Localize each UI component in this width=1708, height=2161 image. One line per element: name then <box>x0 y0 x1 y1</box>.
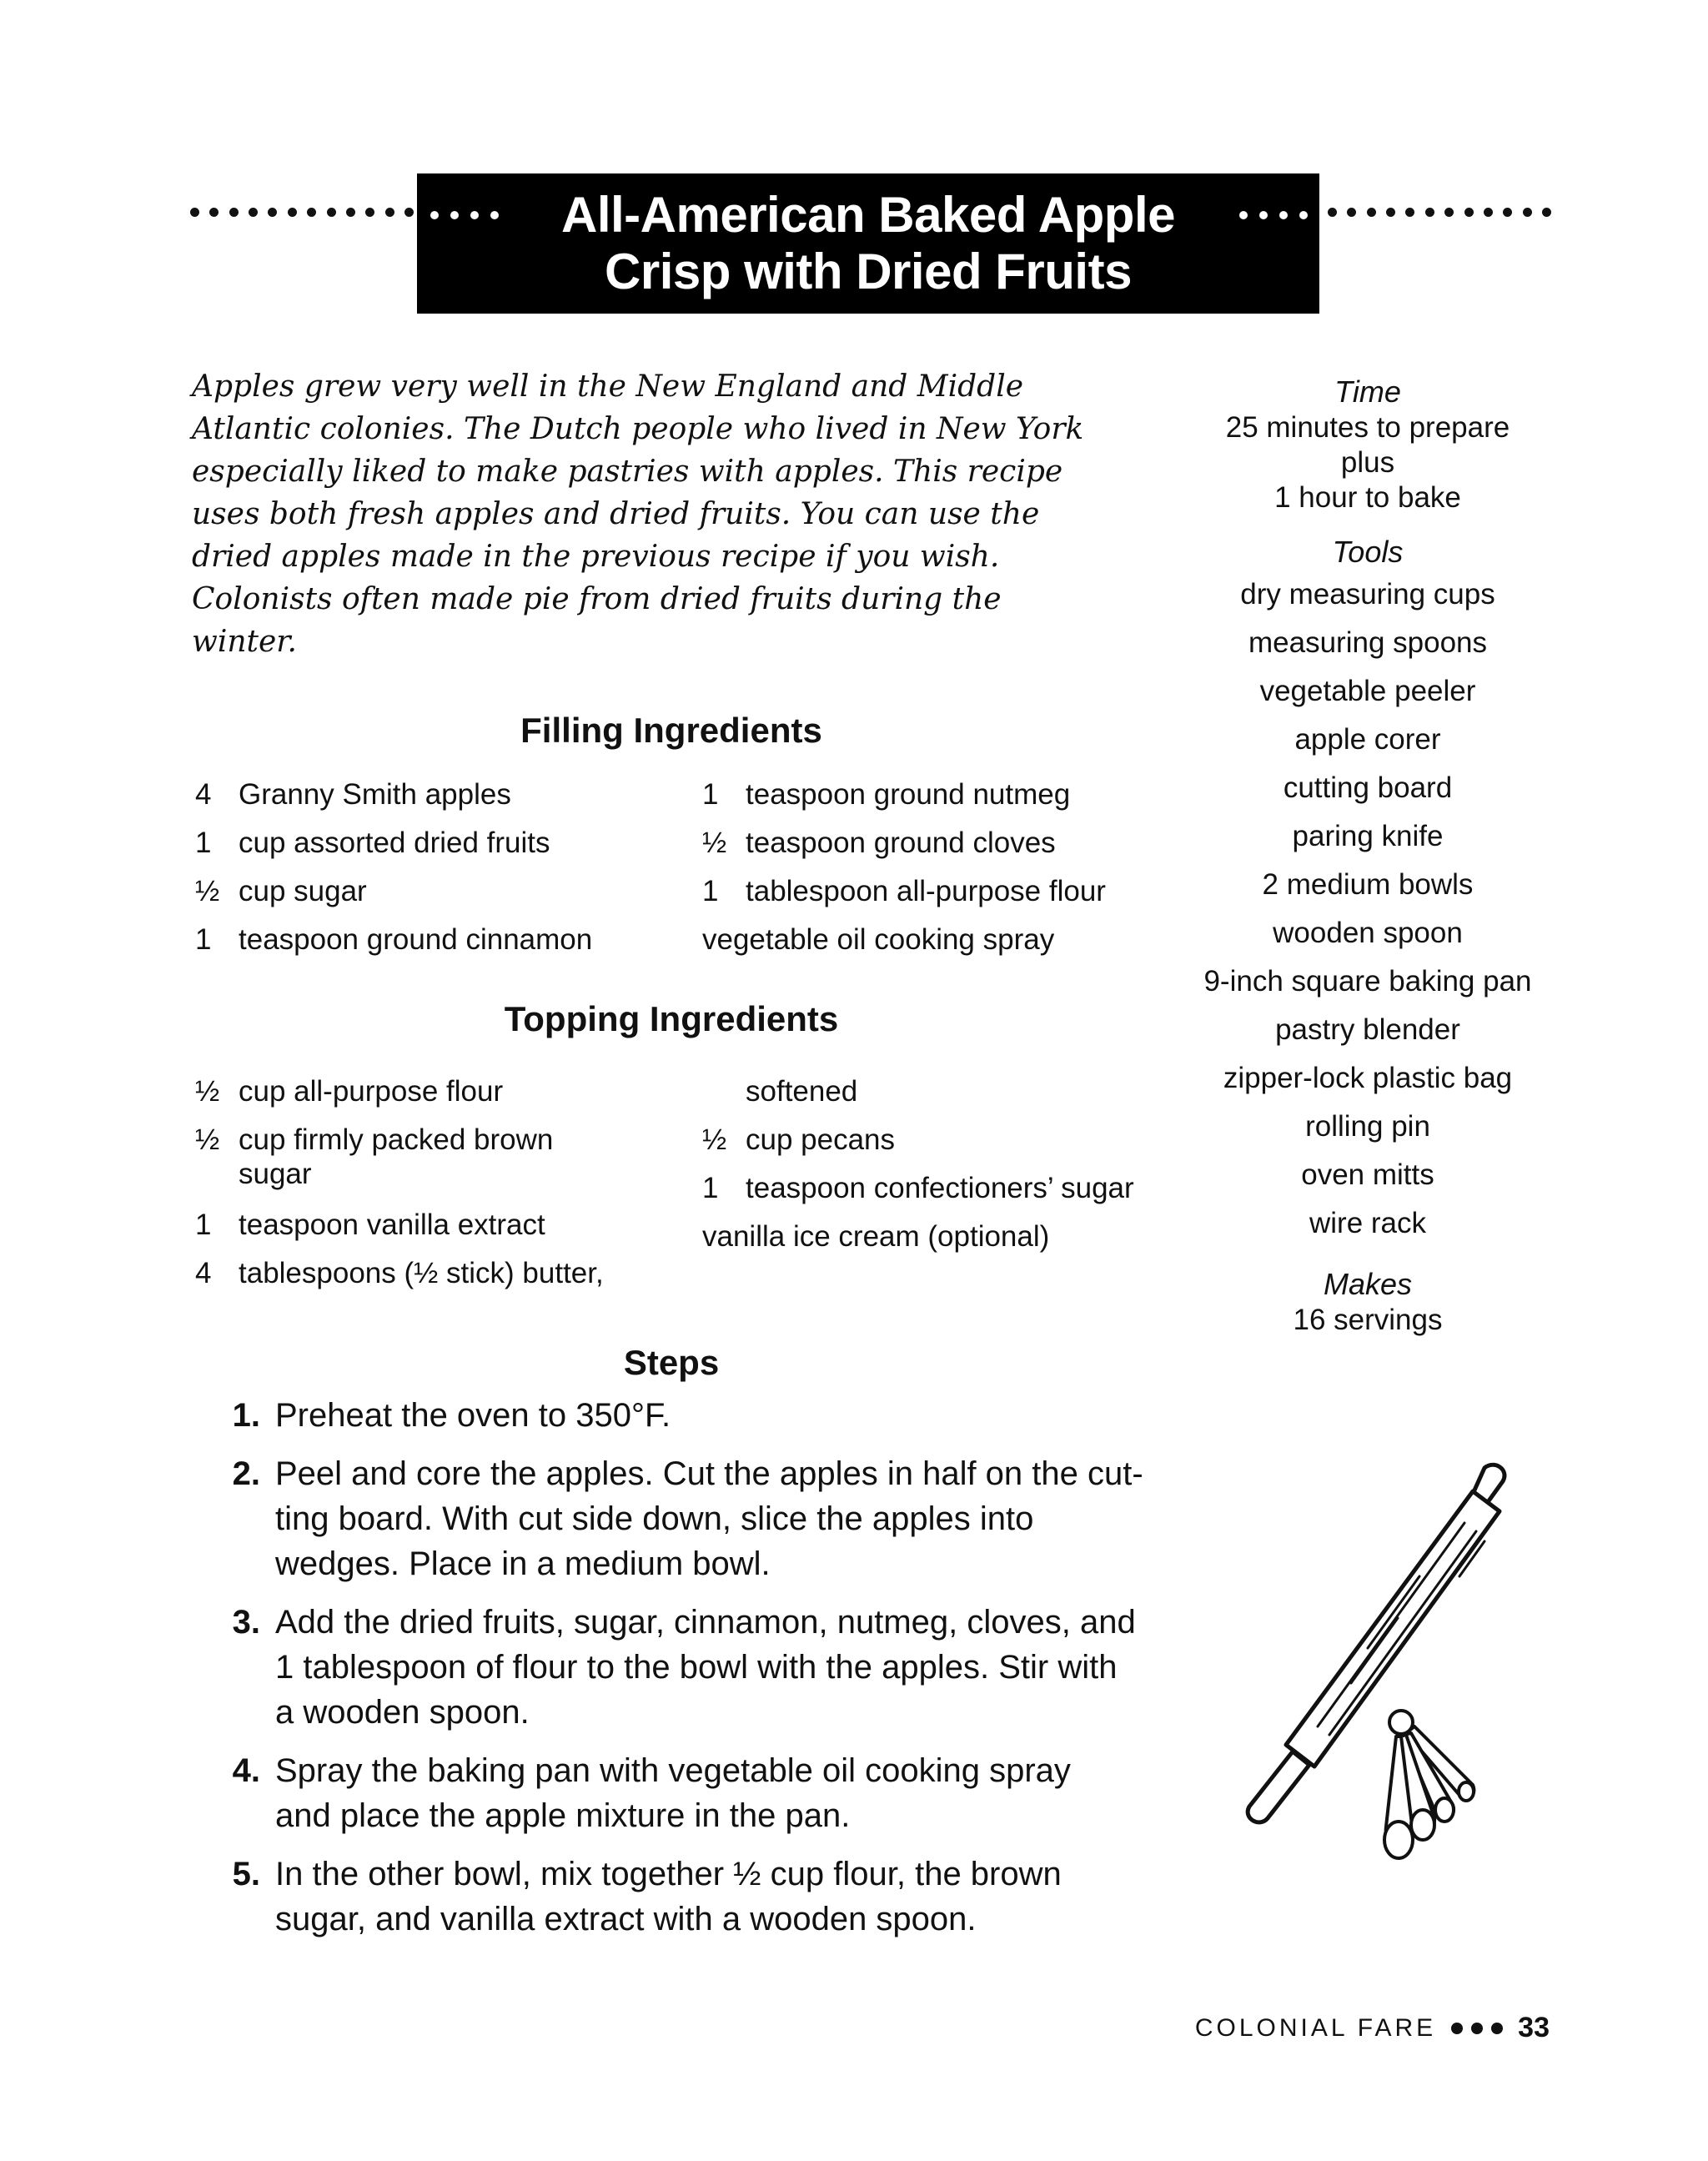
ingredient-item <box>195 1201 604 1249</box>
tool-item: vegetable peeler <box>1259 675 1476 707</box>
ingredient-item <box>195 916 592 964</box>
page-number: 33 <box>1518 2012 1550 2043</box>
ingredient-item <box>702 819 1106 867</box>
rolling-pin-and-spoons-illustration <box>1234 1451 1535 1885</box>
step-text <box>275 1393 671 1438</box>
tool-item: wooden spoon <box>1273 917 1463 949</box>
ingredient-item <box>195 819 592 867</box>
ingredient-continuation: sugar <box>239 1158 312 1190</box>
topping-list-left <box>195 1068 604 1298</box>
step-number: 5. <box>232 1856 260 1892</box>
ingredient-qty: ½ <box>195 1123 220 1156</box>
measuring-spoons-icon <box>1384 1711 1474 1858</box>
ingredient-item <box>702 867 1106 916</box>
title-inner-dots-right <box>1239 211 1308 219</box>
recipe-sidebar <box>1184 374 1551 1338</box>
ingredient-text: cup sugar <box>239 875 367 907</box>
ingredient-continuation <box>702 1068 1134 1116</box>
ingredient-text: softened <box>746 1075 858 1108</box>
ingredient-qty: ½ <box>195 1075 220 1108</box>
ingredient-qty: 4 <box>195 1257 212 1289</box>
step-item <box>192 1748 1159 1838</box>
step-item <box>192 1600 1159 1735</box>
footer-section-label: COLONIAL FARE <box>1194 2013 1437 2042</box>
recipe-title-line-1: All-American Baked Apple <box>561 187 1175 243</box>
ingredient-qty: 1 <box>195 923 212 956</box>
makes-heading: Makes <box>1323 1267 1413 1301</box>
ingredient-text: cup firmly packed brown <box>239 1123 554 1156</box>
ingredient-qty: 1 <box>702 1172 719 1204</box>
tool-item: 2 medium bowls <box>1262 868 1474 901</box>
footer-dots <box>1451 2023 1503 2034</box>
tool-item: dry measuring cups <box>1240 578 1495 611</box>
intro-paragraph <box>192 365 1168 663</box>
ingredient-text: cup all-purpose flour <box>239 1075 504 1108</box>
ingredient-item <box>702 771 1106 819</box>
time-line: 25 minutes to prepare <box>1225 411 1510 444</box>
recipe-title-line-2: Crisp with Dried Fruits <box>605 244 1132 299</box>
ingredient-item <box>702 1116 1134 1164</box>
steps-heading: Steps <box>623 1343 720 1382</box>
tool-item: wire rack <box>1309 1207 1427 1239</box>
step-item <box>192 1451 1159 1586</box>
rolling-pin-icon <box>1248 1465 1505 1822</box>
step-number: 2. <box>232 1455 260 1492</box>
ingredient-qty: ½ <box>702 827 727 859</box>
topping-list-right <box>702 1068 1134 1261</box>
time-line: plus <box>1340 446 1395 479</box>
intro-line: dried apples made in the previous recipe if you wish. <box>192 540 1000 574</box>
ingredient-item <box>702 1164 1134 1213</box>
ingredient-text: cup assorted dried fruits <box>239 827 550 859</box>
filling-heading: Filling Ingredients <box>520 711 822 750</box>
step-line: Spray the baking pan with vegetable oil cooking spray <box>275 1752 1071 1789</box>
tool-item: zipper-lock plastic bag <box>1223 1062 1513 1094</box>
ingredient-qty: ½ <box>702 1123 727 1156</box>
intro-line: Colonists often made pie from dried fruits during the <box>192 582 1002 616</box>
tool-item: measuring spoons <box>1248 626 1487 659</box>
tool-item: rolling pin <box>1305 1110 1430 1143</box>
title-dots-left <box>190 200 414 224</box>
makes-value: 16 servings <box>1293 1304 1443 1336</box>
ingredient-qty: ½ <box>195 875 220 907</box>
step-line: a wooden spoon. <box>275 1694 530 1731</box>
ingredient-text: teaspoon ground cloves <box>746 827 1056 859</box>
tools-heading: Tools <box>1332 535 1404 569</box>
title-dots-right <box>1328 200 1551 224</box>
step-text <box>275 1600 1136 1735</box>
ingredient-text: tablespoon all-purpose flour <box>746 875 1106 907</box>
step-text <box>275 1748 1071 1838</box>
step-line: In the other bowl, mix together ½ cup flour, the brown <box>275 1856 1062 1892</box>
intro-line: uses both fresh apples and dried fruits. You can use the <box>192 497 1040 531</box>
ingredient-item <box>195 867 592 916</box>
ingredient-item <box>195 1068 604 1116</box>
step-line: sugar, and vanilla extract with a wooden spoon. <box>275 1901 977 1937</box>
topping-heading: Topping Ingredients <box>504 999 839 1038</box>
intro-line: winter. <box>192 625 297 659</box>
step-number: 4. <box>232 1752 260 1789</box>
ingredient-qty: 1 <box>195 1209 212 1241</box>
step-line: Add the dried fruits, sugar, cinnamon, nutmeg, cloves, and <box>275 1604 1136 1641</box>
ingredient-qty: 4 <box>195 778 212 811</box>
ingredient-text: teaspoon confectioners’ sugar <box>746 1172 1134 1204</box>
step-line: Peel and core the apples. Cut the apples in half on the cut- <box>275 1455 1143 1492</box>
step-text <box>275 1451 1143 1586</box>
tool-item: oven mitts <box>1301 1158 1434 1191</box>
filling-list-left <box>195 771 592 964</box>
step-text <box>275 1852 1062 1942</box>
tool-item: 9-inch square baking pan <box>1203 965 1532 998</box>
tool-item: paring knife <box>1292 820 1444 852</box>
step-line: 1 tablespoon of flour to the bowl with the apples. Stir with <box>275 1649 1118 1686</box>
step-number: 3. <box>232 1604 260 1641</box>
ingredient-item <box>195 1249 604 1298</box>
tool-item: cutting board <box>1283 771 1453 804</box>
intro-line: Apples grew very well in the New England and Middle <box>192 369 1024 404</box>
ingredient-item <box>195 771 592 819</box>
ingredient-text: teaspoon vanilla extract <box>239 1209 545 1241</box>
tool-item: pastry blender <box>1275 1013 1460 1046</box>
step-item <box>192 1852 1159 1942</box>
step-line: wedges. Place in a medium bowl. <box>275 1545 771 1582</box>
ingredient-item <box>702 1213 1134 1261</box>
recipe-title-banner <box>417 173 1319 314</box>
intro-line: Atlantic colonies. The Dutch people who lived in New York <box>192 412 1084 446</box>
step-item <box>192 1393 1159 1438</box>
ingredient-text: vanilla ice cream (optional) <box>702 1220 1050 1253</box>
time-heading: Time <box>1334 374 1401 409</box>
ingredient-qty: 1 <box>702 875 719 907</box>
ingredient-text: cup pecans <box>746 1123 896 1156</box>
page-footer <box>1195 2012 1550 2044</box>
ingredient-text: teaspoon ground nutmeg <box>746 778 1071 811</box>
steps-list <box>192 1393 1159 1955</box>
intro-line: especially liked to make pastries with apples. This recipe <box>192 455 1063 489</box>
step-line: ting board. With cut side down, slice the apples into <box>275 1500 1034 1537</box>
filling-list-right <box>702 771 1106 964</box>
step-number: 1. <box>232 1397 260 1434</box>
step-line: Preheat the oven to 350°F. <box>275 1397 671 1434</box>
ingredient-text: vegetable oil cooking spray <box>702 923 1055 956</box>
ingredient-item <box>702 916 1106 964</box>
time-line: 1 hour to bake <box>1274 481 1461 514</box>
title-inner-dots-left <box>430 211 499 219</box>
ingredient-text: teaspoon ground cinnamon <box>239 923 593 956</box>
step-line: and place the apple mixture in the pan. <box>275 1797 851 1834</box>
ingredient-text: Granny Smith apples <box>239 778 511 811</box>
ingredient-qty: 1 <box>702 778 719 811</box>
recipe-title <box>561 187 1175 300</box>
ingredient-text: tablespoons (½ stick) butter, <box>239 1257 604 1289</box>
ingredient-qty: 1 <box>195 827 212 859</box>
tool-item: apple corer <box>1294 723 1441 756</box>
